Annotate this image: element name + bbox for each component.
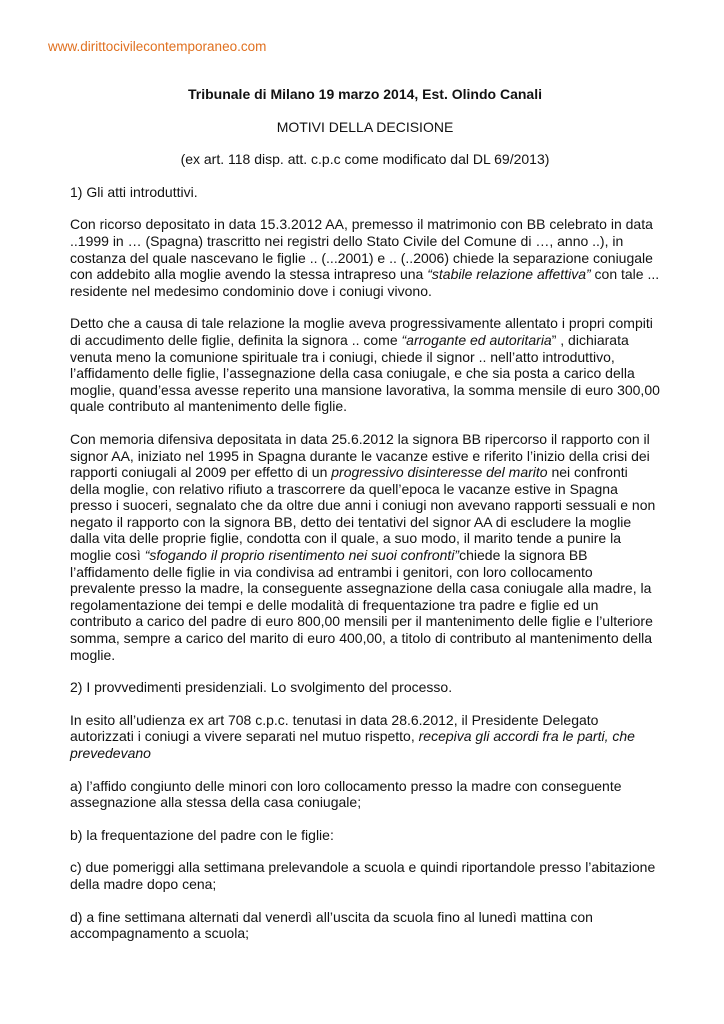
site-url-link[interactable]: www.dirittocivilecontemporaneo.com — [48, 39, 267, 54]
list-item-b: b) la frequentazione del padre con le figlie: — [70, 826, 334, 843]
section-heading-2: 2) I provvedimenti presidenziali. Lo svolgimento del processo. — [70, 679, 453, 696]
section-heading-1: 1) Gli atti introduttivi. — [70, 183, 198, 200]
document-body — [70, 86, 660, 958]
paragraph-3: Con memoria difensiva depositata in data 25.6.2012 la signora BB ripercorso il rapporto con il signor AA, iniziato nel 1995 in Spagna durante le vacanze estive e riferito l’inizio della crisi dei rapporti coniugali al 2009 per effetto di un progressivo disinteresse del marito nei confronti della moglie, con relativo rifiuto a trascorrere da quell’epoca le vacanze estive in Spagna presso i suoceri, segnalato che da oltre due anni i coniugi non avevano rapporti sessuali e non negato il rapporto con la signora BB, detto dei tentativi del signor AA di escludere la moglie dalla vita delle proprie figlie, condotta con il quale, a suo modo, il marito tende a punire la moglie così “sfogando il proprio risentimento nei suoi confronti”chiede la signora BB l’affidamento delle figlie in via condivisa ad entrambi i genitori, con loro collocamento prevalente presso la madre, la conseguente assegnazione della casa coniugale alla madre, la regolamentazione dei tempi e delle modalità di frequentazione tra padre e figlie ed un contributo a carico del padre di euro 800,00 mensili per il mantenimento delle figlie e l’ulteriore somma, sempre a carico del marito di euro 400,00, a titolo di contributo al mantenimento della moglie. — [70, 430, 656, 663]
list-item-a: a) l’affido congiunto delle minori con loro collocamento presso la madre con conseguente assegnazione alla stessa della casa coniugale; — [70, 777, 622, 811]
document-title: Tribunale di Milano 19 marzo 2014, Est. Olindo Canali — [188, 86, 542, 102]
paragraph-1: Con ricorso depositato in data 15.3.2012 AA, premesso il matrimonio con BB celebrato in data ..1999 in … (Spagna) trascritto nei registri dello Stato Civile del Comune di …, anno ..), in costanza del quale nascevano le figlie .. (...2001) e .. (..2006) chiede la separazione coniugale con addebito alla moglie avendo la stessa intrapreso una “stabile relazione affettiva” con tale ... residente nel medesimo condominio dove i coniugi vivono. — [70, 216, 660, 299]
document-note: (ex art. 118 disp. att. c.p.c come modificato dal DL 69/2013) — [180, 151, 550, 168]
list-item-c: c) due pomeriggi alla settimana prelevandole a scuola e quindi riportandole presso l’abitazione della madre dopo cena; — [70, 859, 656, 892]
list-item-d: d) a fine settimana alternati dal venerdì all’uscita da scuola fino al lunedì mattina con accompagnamento a scuola; — [70, 908, 593, 942]
paragraph-2: Detto che a causa di tale relazione la moglie aveva progressivamente allentato i propri compiti di accudimento delle figlie, definita la signora .. come “arrogante ed autoritaria” , dichiarata venuta meno la comunione spirituale tra i coniugi, chiede il signor .. nell’atto introduttivo, l’affidamento delle figlie, l’assegnazione della casa coniugale, e che sia posta a carico della moglie, quand’essa avesse reperito una mansione lavorativa, la somma mensile di euro 300,00 quale contributo al mantenimento delle figlie. — [70, 315, 660, 415]
document-subtitle: MOTIVI DELLA DECISIONE — [276, 118, 454, 135]
paragraph-4: In esito all’udienza ex art 708 c.p.c. tenutasi in data 28.6.2012, il Presidente Delegato autorizzati i coniugi a vivere separati nel mutuo rispetto, recepiva gli accordi fra le parti, che prevedevano — [70, 711, 635, 761]
